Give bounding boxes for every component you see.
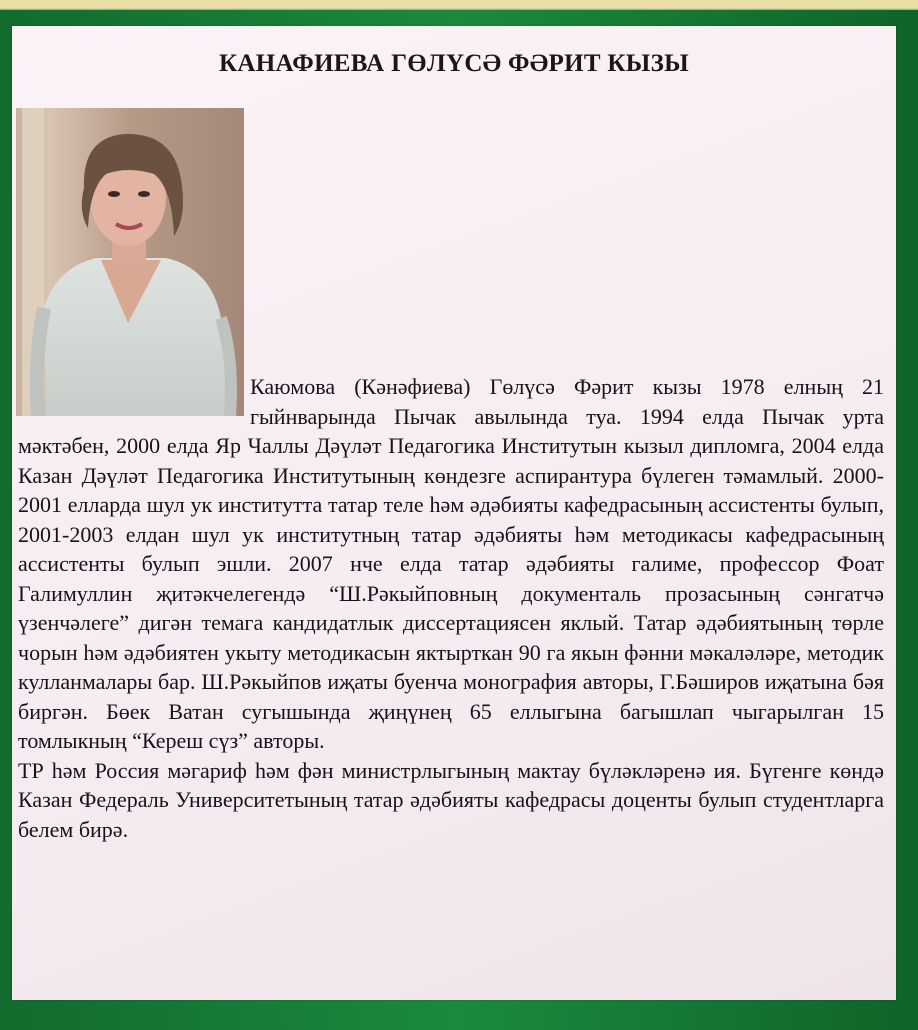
biography-text — [18, 372, 884, 844]
biography-paragraph-2: ТР һәм Россия мәгариф һәм фән министрлыгының мактау бүләкләренә ия. Бүгенге көндә Казан Федераль Университетының татар әдәбияты кафедрасы доценты булып студентларга белем бирә. — [18, 757, 884, 842]
portrait-photo-icon — [16, 108, 244, 416]
bio-sheet — [12, 26, 896, 1000]
biography-paragraph-1: Каюмова (Кәнәфиева) Гөлүсә Фәрит кызы 1978 елның 21 гыйнварында Пычак авылында туа. 1994 елда Пычак урта мәктәбен, 2000 елда Яр Чаллы Дәүләт Педагогика Институтын кызыл дипломга, 2004 елда Казан Дәүләт Педагогика Институтының көндезге аспирантура бүлеген тәмамлый. 2000-2001 елларда шул ук институтта татар теле һәм әдәбияты кафедрасының ассистенты булып, 2001-2003 елдан шул ук институтның татар әдәбияты һәм методикасы кафедрасының ассистенты булып эшли. 2007 нче елда татар әдәбияты галиме, профессор Фоат Галимуллин җитәкчелегендә “Ш.Рәкыйповның документаль прозасының сәнгатчә үзенчәлеге” дигән темага кандидатлык диссертациясен яклый. Татар әдәбиятының төрле чорын һәм әдәбиятен укыту методикасын яктырткан 90 га якын фәнни мәкаләләре, методик кулланмалары бар. Ш.Рәкыйпов иҗаты буенча монография авторы, Г.Бәширов иҗатына бәя биргән. Бөек Ватан сугышында җиңүнең 65 еллыгына багышлап чыгарылган 15 томлыкның “Кереш сүз” авторы. — [18, 374, 884, 753]
photo-spacer — [18, 372, 250, 416]
page-title: КАНАФИЕВА ГӨЛҮСӘ ФӘРИТ КЫЗЫ — [218, 50, 689, 77]
